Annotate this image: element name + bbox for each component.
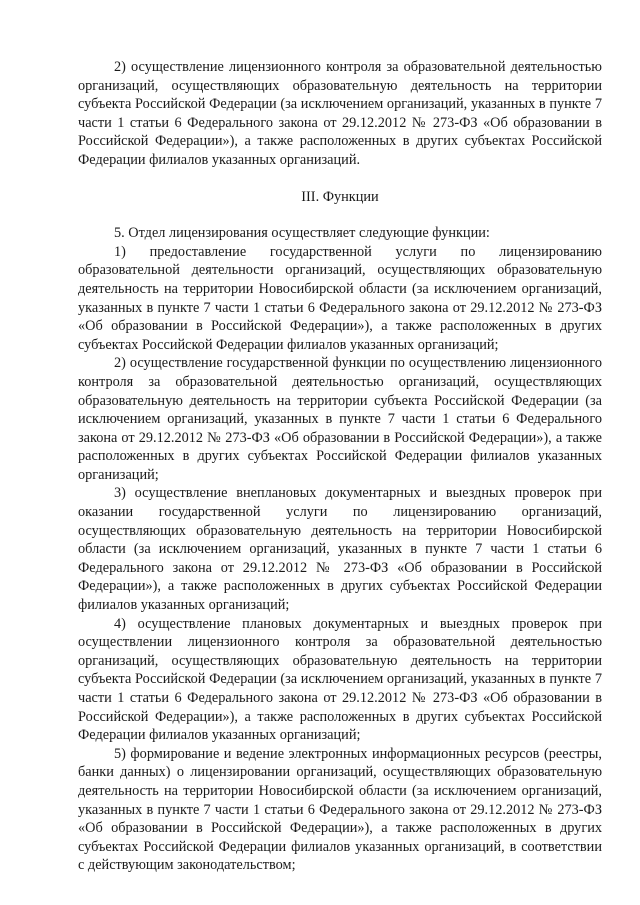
list-item-3: 3) осуществление внеплановых документарных и выездных проверок при оказании государственной услуги по лицензированию организаций, осуществляющих образовательную деятельность на территории Новосибирской области (за исключением организаций, указанных в пункте 7 части 1 статьи 6 Федерального закона от 29.12.2012 № 273-ФЗ «Об образовании в Российской Федерации»), а также расположенных в других субъектах Российской Федерации филиалов указанных организаций;: [78, 485, 602, 614]
section-heading: III. Функции: [301, 188, 379, 205]
list-item-2: 2) осуществление государственной функции по осуществлению лицензионного контроля за образовательной деятельностью организаций, осуществляющих образовательную деятельность на территории субъекта Российской Федерации (за исключением организаций, указанных в пункте 7 части 1 статьи 6 Федерального закона от 29.12.2012 № 273-ФЗ «Об образовании в Российской Федерации»), а также расположенных в других субъектах Российской Федерации филиалов указанных организаций;: [78, 355, 602, 483]
section-intro: 5. Отдел лицензирования осуществляет следующие функции:: [114, 225, 490, 242]
paragraph-item-2-intro: 2) осуществление лицензионного контроля за образовательной деятельностью организаций, осуществляющих образовательную деятельность на территории субъекта Российской Федерации (за исключением организаций, указанных в пункте 7 части 1 статьи 6 Федерального закона от 29.12.2012 № 273-ФЗ «Об образовании в Российской Федерации»), а также расположенных в других субъектах Российской Федерации филиалов указанных организаций.: [78, 59, 602, 168]
list-item-5: 5) формирование и ведение электронных информационных ресурсов (реестры, банки данных) о лицензировании организаций, осуществляющих образовательную деятельность на территории Новосибирской области (за исключением организаций, указанных в пункте 7 части 1 статьи 6 Федерального закона от 29.12.2012 № 273-ФЗ «Об образовании в Российской Федерации»), а также расположенных в других субъектах Российской Федерации филиалов указанных организаций, в соответствии с действующим законодательством;: [78, 745, 602, 874]
document-body: [78, 58, 602, 875]
list-item-4: 4) осуществление плановых документарных и выездных проверок при осуществлении лицензионного контроля за образовательной деятельностью организаций, осуществляющих образовательную деятельность на территории субъекта Российской Федерации (за исключением организаций, указанных в пункте 7 части 1 статьи 6 Федерального закона от 29.12.2012 № 273-ФЗ «Об образовании в Российской Федерации»), а также расположенных в других субъектах Российской Федерации филиалов указанных организаций;: [78, 615, 602, 744]
list-item-1: 1) предоставление государственной услуги по лицензированию образовательной деятельности организаций, осуществляющих образовательную деятельность на территории Новосибирской области (за исключением организаций, указанных в пункте 7 части 1 статьи 6 Федерального закона от 29.12.2012 № 273-ФЗ «Об образовании в Российской Федерации»), а также расположенных в других субъектах Российской Федерации филиалов указанных организаций;: [78, 243, 602, 353]
